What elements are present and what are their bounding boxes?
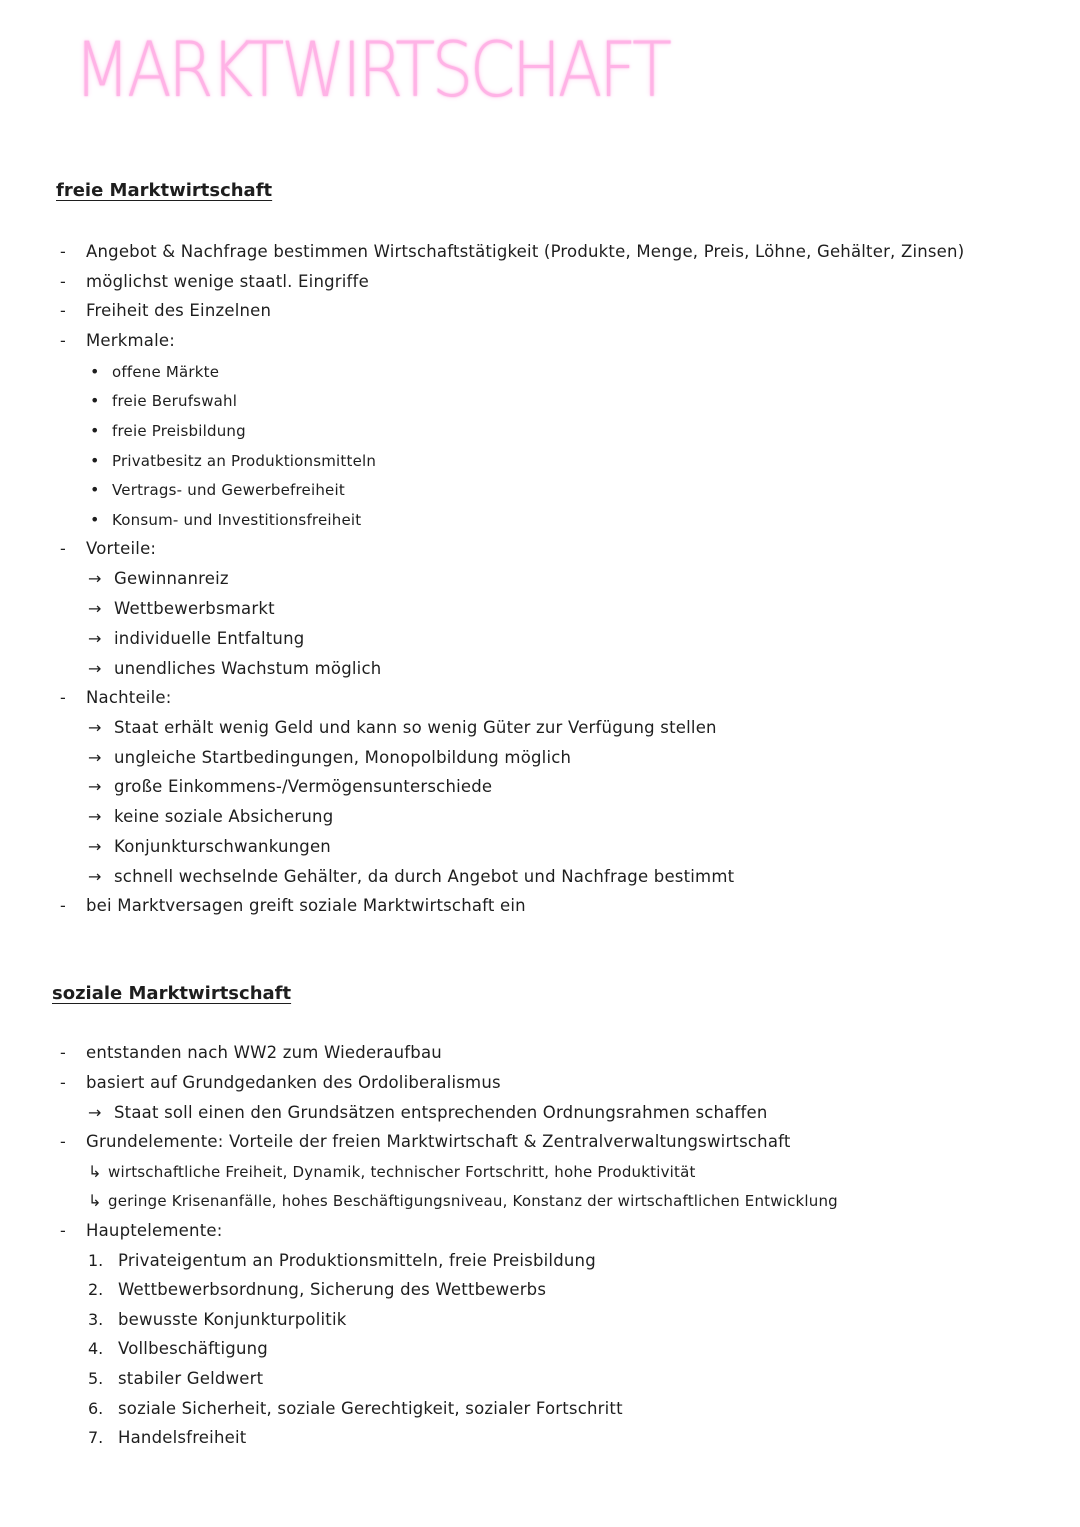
line-marker: - <box>60 1043 66 1062</box>
note-line: Vollbeschäftigung <box>118 1339 268 1358</box>
line-marker: → <box>88 867 102 886</box>
line-marker: → <box>88 569 102 588</box>
note-line: basiert auf Grundgedanken des Ordoliberalismus <box>86 1073 501 1092</box>
note-line: Hauptelemente: <box>86 1221 223 1240</box>
line-marker: 2. <box>88 1280 104 1299</box>
line-marker: 1. <box>88 1251 104 1270</box>
line-marker: - <box>60 272 66 291</box>
line-marker: - <box>60 688 66 707</box>
line-marker: 7. <box>88 1428 104 1447</box>
note-line: Gewinnanreiz <box>114 569 229 588</box>
note-line: freie Berufswahl <box>112 392 238 410</box>
note-line: Staat soll einen den Grundsätzen entsprechenden Ordnungsrahmen schaffen <box>114 1103 768 1122</box>
note-line: bei Marktversagen greift soziale Marktwirtschaft ein <box>86 896 526 915</box>
note-line: Vorteile: <box>86 539 157 558</box>
note-line: wirtschaftliche Freiheit, Dynamik, technischer Fortschritt, hohe Produktivität <box>108 1163 696 1181</box>
line-marker: - <box>60 1132 66 1151</box>
line-marker: → <box>88 748 102 767</box>
line-marker: - <box>60 301 66 320</box>
line-marker: → <box>88 599 102 618</box>
line-marker: • <box>90 510 100 529</box>
line-marker: → <box>88 659 102 678</box>
note-line: ungleiche Startbedingungen, Monopolbildung möglich <box>114 748 572 767</box>
section-heading-soziale-marktwirtschaft: soziale Marktwirtschaft <box>52 983 292 1004</box>
line-marker: • <box>90 451 100 470</box>
note-line: freie Preisbildung <box>112 422 246 440</box>
note-line: keine soziale Absicherung <box>114 807 334 826</box>
line-marker: 3. <box>88 1310 104 1329</box>
line-marker: ↳ <box>88 1191 102 1210</box>
note-line: offene Märkte <box>112 363 220 381</box>
line-marker: 5. <box>88 1369 104 1388</box>
line-marker: ↳ <box>88 1162 102 1181</box>
note-line: Staat erhält wenig Geld und kann so wenig Güter zur Verfügung stellen <box>114 718 717 737</box>
line-marker: - <box>60 1073 66 1092</box>
note-line: große Einkommens-/Vermögensunterschiede <box>114 777 493 796</box>
note-line: Wettbewerbsmarkt <box>114 599 275 618</box>
note-line: Freiheit des Einzelnen <box>86 301 272 320</box>
note-line: Merkmale: <box>86 331 176 350</box>
line-marker: - <box>60 539 66 558</box>
note-line: individuelle Entfaltung <box>114 629 305 648</box>
line-marker: → <box>88 837 102 856</box>
line-marker: • <box>90 391 100 410</box>
note-line: soziale Sicherheit, soziale Gerechtigkeit, sozialer Fortschritt <box>118 1399 623 1418</box>
line-marker: → <box>88 1103 102 1122</box>
line-marker: - <box>60 1221 66 1240</box>
note-line: entstanden nach WW2 zum Wiederaufbau <box>86 1043 442 1062</box>
section-heading-freie-marktwirtschaft: freie Marktwirtschaft <box>56 180 273 201</box>
note-line: bewusste Konjunkturpolitik <box>118 1310 347 1329</box>
note-line: Konjunkturschwankungen <box>114 837 331 856</box>
note-line: Privatbesitz an Produktionsmitteln <box>112 452 377 470</box>
line-marker: 4. <box>88 1339 104 1358</box>
line-marker: → <box>88 807 102 826</box>
line-marker: - <box>60 242 66 261</box>
note-line: Konsum- und Investitionsfreiheit <box>112 511 362 529</box>
line-marker: - <box>60 896 66 915</box>
line-marker: → <box>88 629 102 648</box>
note-line: Angebot & Nachfrage bestimmen Wirtschaftstätigkeit (Produkte, Menge, Preis, Löhne, Gehälter, Zinsen) <box>86 242 965 261</box>
line-marker: • <box>90 480 100 499</box>
note-line: stabiler Geldwert <box>118 1369 264 1388</box>
line-marker: • <box>90 421 100 440</box>
line-marker: → <box>88 777 102 796</box>
note-line: unendliches Wachstum möglich <box>114 659 382 678</box>
page-title: MARKTWIRTSCHAFT <box>74 25 669 114</box>
note-line: Vertrags- und Gewerbefreiheit <box>112 481 345 499</box>
note-line: geringe Krisenanfälle, hohes Beschäftigungsniveau, Konstanz der wirtschaftlichen Entwicklung <box>108 1192 838 1210</box>
note-line: Handelsfreiheit <box>118 1428 247 1447</box>
note-line: schnell wechselnde Gehälter, da durch Angebot und Nachfrage bestimmt <box>114 867 735 886</box>
note-line: Nachteile: <box>86 688 172 707</box>
note-line: Wettbewerbsordnung, Sicherung des Wettbewerbs <box>118 1280 547 1299</box>
line-marker: → <box>88 718 102 737</box>
note-line: Privateigentum an Produktionsmitteln, freie Preisbildung <box>118 1251 596 1270</box>
note-line: möglichst wenige staatl. Eingriffe <box>86 272 369 291</box>
line-marker: - <box>60 331 66 350</box>
note-line: Grundelemente: Vorteile der freien Marktwirtschaft & Zentralverwaltungswirtschaft <box>86 1132 791 1151</box>
line-marker: • <box>90 362 100 381</box>
line-marker: 6. <box>88 1399 104 1418</box>
